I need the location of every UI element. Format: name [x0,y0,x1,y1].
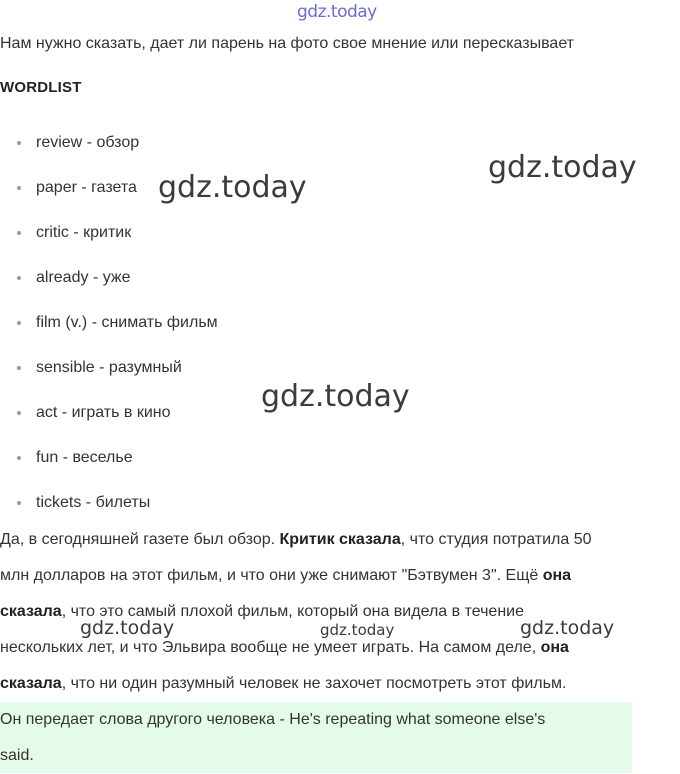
bold-text-run: она [542,567,572,584]
list-item [0,300,218,345]
watermark-top: gdz.today [297,2,377,22]
bullet-icon [17,411,21,415]
bullet-icon [17,231,21,235]
bullet-icon [17,186,21,190]
paragraph-line [0,558,672,594]
list-item [0,390,218,435]
list-item-text: sensible - разумный [36,359,182,376]
list-item-text: act - играть в кино [36,404,171,421]
bold-text-run: Критик сказала [279,531,401,548]
watermark-low-center: gdz.today [320,621,395,639]
bullet-icon [17,276,21,280]
bullet-icon [17,141,21,145]
bold-text-run: она [540,639,569,656]
text-run: нескольких лет, и что Эльвира вообще не умеет играть. На самом деле, [0,639,541,656]
bullet-icon [17,456,21,460]
bullet-icon [17,321,21,325]
answer-line: Он передает слова другого человека - He's repeating what someone else's [0,711,546,728]
list-item [0,120,218,165]
text-run: , что студия потратила 50 [400,531,592,548]
list-item [0,255,218,300]
watermark-center: gdz.today [261,379,410,414]
bullet-icon [17,366,21,370]
answer-line: said. [0,747,34,764]
list-item [0,345,218,390]
list-item [0,480,218,525]
wordlist-heading: WORDLIST [0,79,82,96]
list-item [0,435,218,480]
list-item-text: already - уже [36,269,131,286]
list-item-text: fun - веселье [36,449,133,466]
paragraph-line [0,522,672,558]
text-run: млн долларов на этот фильм, и что они уже снимают "Бэтвумен 3". Ещё [0,567,543,584]
list-item-text: critic - критик [36,224,132,241]
paragraph-line [0,666,672,702]
bold-text-run: сказала [0,675,62,692]
watermark-mid-left: gdz.today [158,170,307,205]
bullet-icon [17,501,21,505]
watermark-low-left: gdz.today [80,617,175,639]
list-item-text: tickets - билеты [36,494,151,511]
bold-text-run: сказала [0,603,62,620]
answer-highlight [0,702,632,773]
list-item-text: review - обзор [36,134,140,151]
list-item-text: film (v.) - снимать фильм [36,314,218,331]
intro-text: Нам нужно сказать, дает ли парень на фото свое мнение или пересказывает [0,35,575,52]
text-run: , что ни один разумный человек не захочет посмотреть этот фильм. [61,675,567,692]
text-run: Да, в сегодняшней газете был обзор. [0,531,280,548]
watermark-mid-right: gdz.today [488,150,637,185]
list-item-text: paper - газета [36,179,137,196]
text-run: , что это самый плохой фильм, который она видела в течение [61,603,524,620]
watermark-low-right: gdz.today [520,617,615,639]
explanation-paragraph [0,522,672,702]
list-item [0,210,218,255]
